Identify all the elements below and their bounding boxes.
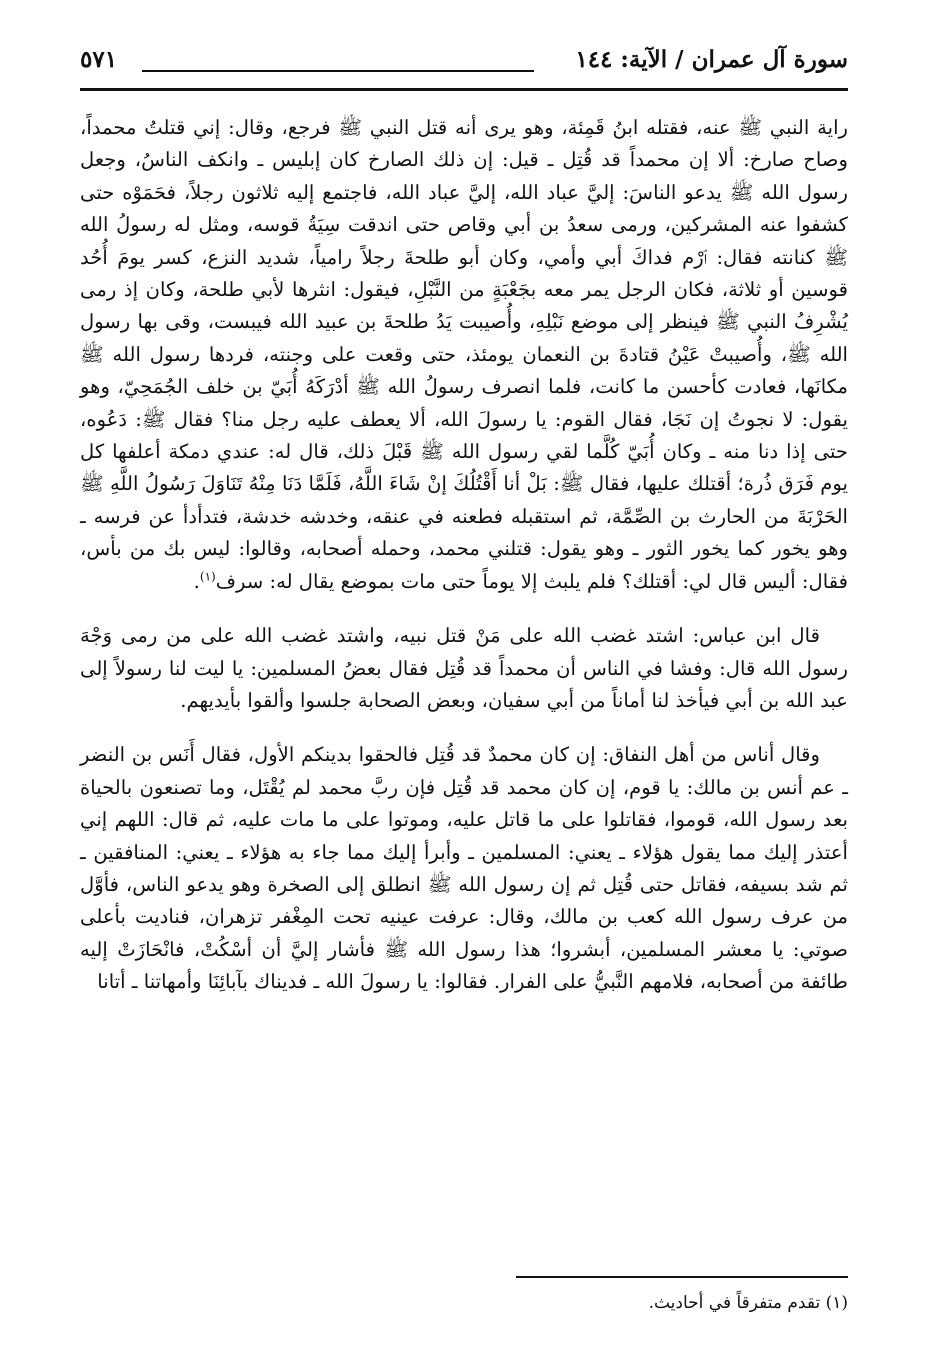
page-number: ٥٧١ — [80, 46, 118, 73]
footnote-reference[interactable]: (١) — [199, 569, 216, 584]
header-rule — [80, 88, 848, 91]
page-header — [80, 46, 848, 86]
paragraph: وقال أناس من أهل النفاق: إن كان محمدٌ قد قُتِل فالحقوا بدينكم الأول، فقال أَنَس بن النضر ـ عم أنس بن مالك: يا قوم، إن كان محمد قد قُتِل فإن ربَّ محمد لم يُقْتَل، وما تصنعون بالحياة بعد رسول الله، قوموا، فقاتلوا على ما قاتل عليه، وموتوا على ما مات عليه، ثم قال: اللهم إني أعتذر إليك مما يقول هؤلاء ـ يعني: المسلمين ـ وأبرأ إليك مما جاء به هؤلاء ـ يعني: المنافقين ـ ثم شد بسيفه، فقاتل حتى قُتِل ثم إن رسول الله ﷺ انطلق إلى الصخرة وهو يدعو الناس، فأوَّل من عرف رسول الله كعب بن مالك، وقال: عرفت عينيه تحت المِغْفر تزهران، فناديت بأعلى صوتي: يا معشر المسلمين، أبشروا؛ هذا رسول الله ﷺ فأشار إليَّ أن أسْكُتْ، فانْحَازَتْ إليه طائفة من أصحابه، فلامهم النَّبيُّ على الفرار. فقالوا: يا رسولَ الله ـ فديناك بآبائِنَا وأمهاتنا ـ أتانا — [80, 743, 848, 994]
running-title: سورة آل عمران / الآية: ١٤٤ — [575, 46, 848, 73]
paragraph-text: راية النبي ﷺ عنه، فقتله ابنُ قَمِئة، وهو يرى أنه قتل النبي ﷺ فرجع، وقال: إني قتلتُ محمداً، وصاح صارخ: ألا إن محمداً قد قُتِل ـ قيل: إن ذلك الصارخ كان إبليس ـ وانكف الناسُ، وجعل رسول الله ﷺ يدعو الناسَ: إليَّ عباد الله، إليَّ عباد الله، فاجتمع إليه ثلاثون رجلاً، فحَمَوْه حتى كشفوا عنه المشركين، ورمى سعدُ بن أبي وقاص حتى اندقت سِيَةُ قوسه، ومثل له رسولُ الله ﷺ كنانته فقال: ٱرْم فداكَ أبي وأمي، وكان أبو طلحةَ رجلاً رامياً، شديد النزع، كسر يومَ أُحُد قوسين أو ثلاثة، فكان الرجل يمر معه بجَعْبَةٍ من النَّبْلِ، فيقول: انثرها لأبي طلحة، وكان إذ رمى يُشْرِفُ النبي ﷺ فينظر إلى موضع نَبْلِهِ، وأُصيبت يَدُ طلحةَ بن عبيد الله فيبست، وقى بها رسول الله ﷺ، وأُصيبتْ عَيْنُ قتادةَ بن النعمان يومئذ، حتى وقعت على وجنته، فردها رسول الله ﷺ مكانَها، فعادت كأحسن ما كانت، فلما انصرف رسولُ الله ﷺ أدْرَكَهُ أُبَيّ بن خلف الجُمَحِيّ، وهو يقول: لا نجوتُ إن نَجَا، فقال القوم: يا رسولَ الله، ألا يعطف عليه رجل منا؟ فقال ﷺ: دَعُوه، حتى إذا دنا منه ـ وكان أُبَيّ كُلَّما لقي رسول الله ﷺ قَبْلَ ذلك، قال له: عندي دمكة أعلفها كل يوم فَرَق ذُرة؛ أقتلك عليها، فقال ﷺ: بَلْ أنا أَقْتُلُكَ إنْ شَاءَ اللَّهُ، فَلَمَّا دَنَا مِنْهُ تَنَاوَلَ رَسُولُ اللَّهِ ﷺ الحَرْبَةَ من الحارث بن الصِّمَّة، ثم استقبله فطعنه في عنقه، وخدشه خدشة، فتدأدأ عن فرسه ـ وهو يخور كما يخور الثور ـ وهو يقول: قتلني محمد، وحمله أصحابه، وقالوا: ليس بك من بأس، فقال: أليس قال لي: أقتلك؟ فلم يلبث إلا يوماً حتى مات بموضع يقال له: سرف — [80, 116, 848, 593]
footnote-separator — [516, 1276, 848, 1278]
paragraph: قال ابن عباس: اشتد غضب الله على مَنْ قتل نبيه، واشتد غضب الله على من رمى وَجْهَ رسول الله قال: وفشا في الناس أن محمداً قد قُتِل فقال بعضُ المسلمين: يا ليت لنا رسولاً إلى عبد الله بن أبي فيأخذ لنا أماناً من أبي سفيان، وبعض الصحابة جلسوا وألقوا بأيديهم. — [80, 624, 848, 712]
footnote: (١) تقدم متفرقاً في أحاديث. — [648, 1293, 848, 1313]
header-dash-line — [142, 70, 534, 72]
paragraph: راية النبي ﷺ عنه، فقتله ابنُ قَمِئة، وهو يرى أنه قتل النبي ﷺ فرجع، وقال: إني قتلتُ محمداً، وصاح صارخ: ألا إن محمداً قد قُتِل ـ قيل: إن ذلك الصارخ كان إبليس ـ وانكف الناسُ، وجعل رسول الله ﷺ يدعو الناسَ: إليَّ عباد الله، إليَّ عباد الله، فاجتمع إليه ثلاثون رجلاً، فحَمَوْه حتى كشفوا عنه المشركين، ورمى سعدُ بن أبي وقاص حتى اندقت سِيَةُ قوسه، ومثل له رسولُ الله ﷺ كنانته فقال: ٱرْم فداكَ أبي وأمي، وكان أبو طلحةَ رجلاً رامياً، شديد النزع، كسر يومَ أُحُد قوسين أو ثلاثة، فكان الرجل يمر معه بجَعْبَةٍ من النَّبْلِ، فيقول: انثرها لأبي طلحة، وكان إذ رمى يُشْرِفُ النبي ﷺ فينظر إلى موضع نَبْلِهِ، وأُصيبت يَدُ طلحةَ بن عبيد الله فيبست، وقى بها رسول الله ﷺ، وأُصيبتْ عَيْنُ قتادةَ بن النعمان يومئذ، حتى وقعت على وجنته، فردها رسول الله ﷺ مكانَها، فعادت كأحسن ما كانت، فلما انصرف رسولُ الله ﷺ أدْرَكَهُ أُبَيّ بن خلف الجُمَحِيّ، وهو يقول: لا نجوتُ إن نَجَا، فقال القوم: يا رسولَ الله، ألا يعطف عليه رجل منا؟ فقال ﷺ: دَعُوه، حتى إذا دنا منه ـ وكان أُبَيّ كُلَّما لقي رسول الله ﷺ قَبْلَ ذلك، قال له: عندي دمكة أعلفها كل يوم فَرَق ذُرة؛ أقتلك عليها، فقال ﷺ: بَلْ أنا أَقْتُلُكَ إنْ شَاءَ اللَّهُ، فَلَمَّا دَنَا مِنْهُ تَنَاوَلَ رَسُولُ اللَّهِ ﷺ الحَرْبَةَ من الحارث بن الصِّمَّة، ثم استقبله فطعنه في عنقه، وخدشه خدشة، فتدأدأ عن فرسه ـ وهو يخور كما يخور الثور ـ وهو يقول: قتلني محمد، وحمله أصحابه، وقالوا: ليس بك من بأس، فقال: أليس قال لي: أقتلك؟ فلم يلبث إلا يوماً حتى مات بموضع يقال له: سرف$^{(١)}$. — [80, 116, 848, 593]
main-text — [80, 112, 848, 999]
